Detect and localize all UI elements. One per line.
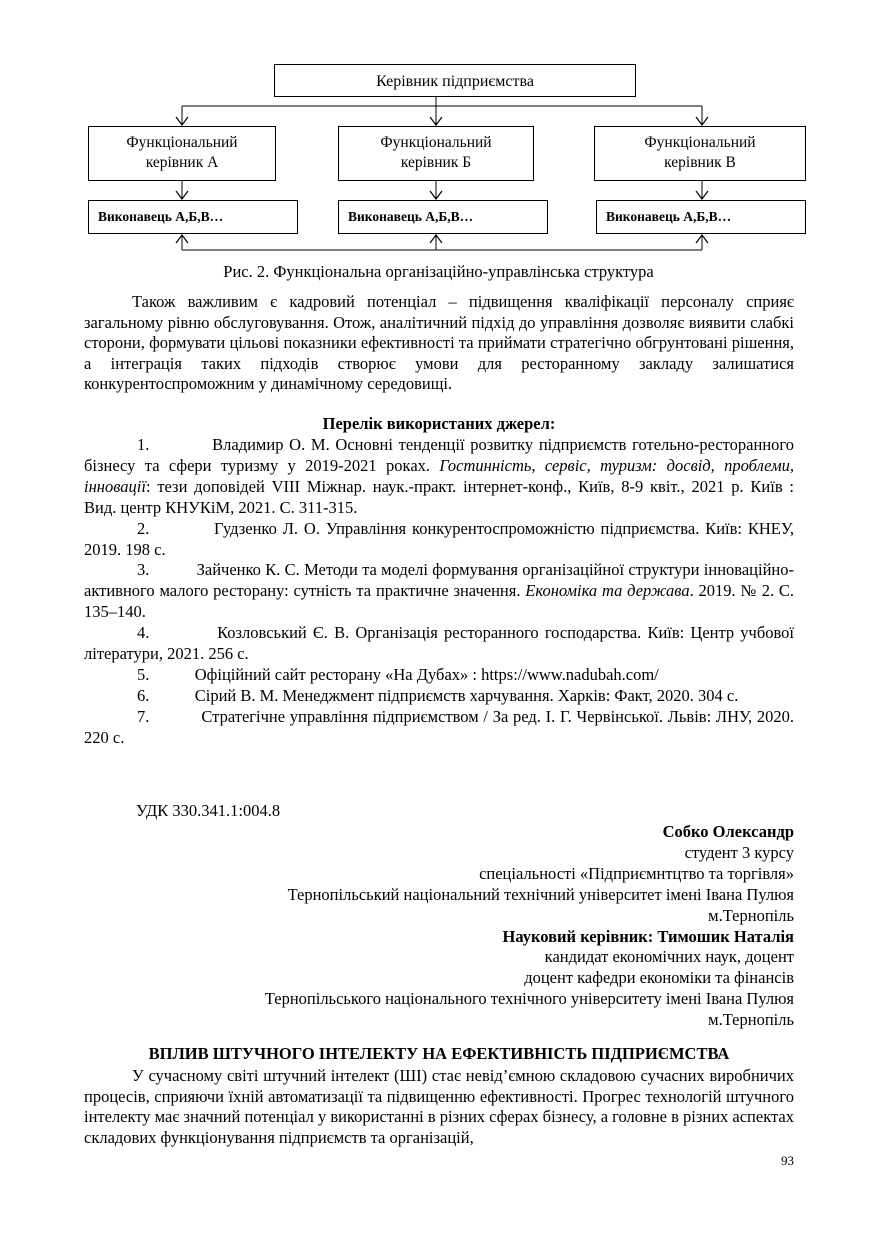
article-body [84, 1066, 794, 1148]
reference-item: 3. Зайченко К. С. Методи та моделі формування організаційної структури інноваційно-активного малого ресторану: сутність та практичне значення. Економіка та держава. 2019. № 2. С. 135–140. [84, 560, 795, 622]
functional-manager-b-line1: Функціональний [380, 134, 492, 151]
supervisor-line: м.Тернопіль [708, 1010, 794, 1030]
executor-box-3 [596, 200, 806, 234]
executor-label-3: Виконавець А,Б,В… [606, 209, 732, 224]
functional-manager-v-line1: Функціональний [644, 134, 756, 151]
supervisor-line: доцент кафедри економіки та фінансів [524, 968, 794, 988]
author-block [84, 822, 794, 1031]
executor-label-2: Виконавець А,Б,В… [348, 209, 474, 224]
reference-item: 5. Офіційний сайт ресторану «На Дубах» : https://www.nadubah.com/ [137, 664, 659, 684]
functional-manager-a-line2: керівник А [145, 154, 219, 171]
reference-item: 2. Гудзенко Л. О. Управління конкурентоспроможністю підприємства. Київ: КНЕУ, 2019. 198 с. [84, 518, 795, 559]
references-list [84, 435, 794, 749]
enterprise-head-box [274, 64, 636, 97]
page-number: 93 [781, 1153, 794, 1168]
supervisor-line: кандидат економічних наук, доцент [544, 947, 794, 967]
author-name: Собко Олександр [662, 822, 794, 841]
functional-manager-a-box [88, 126, 276, 181]
supervisor-name: Науковий керівник: Тимошик Наталія [502, 926, 794, 946]
functional-manager-b-box [338, 126, 534, 181]
functional-manager-v-line2: керівник В [664, 154, 736, 171]
functional-manager-a-line1: Функціональний [126, 134, 238, 151]
udk-code: УДК 330.341.1:004.8 [136, 801, 281, 820]
figure-caption: Рис. 2. Функціональна організаційно-управлінська структура [223, 262, 654, 281]
references-heading: Перелік використаних джерел: [322, 414, 556, 433]
reference-item: 4. Козловський Є. В. Організація ресторанного господарства. Київ: Центр учбової літератури, 2021. 256 с. [84, 623, 794, 664]
author-line: Тернопільський національний технічний університет імені Івана Пулюя [287, 884, 794, 904]
body-paragraph-1 [84, 292, 794, 395]
author-line: м.Тернопіль [708, 905, 794, 925]
article-title: ВПЛИВ ШТУЧНОГО ІНТЕЛЕКТУ НА ЕФЕКТИВНІСТЬ ПІДПРИЄМСТВА [148, 1044, 730, 1063]
executor-box-2 [338, 200, 548, 234]
article-paragraph: У сучасному світі штучний інтелект (ШІ) стає невід’ємною складовою сучасних виробничих процесів, сприяючи їхній автоматизації та підвищенню ефективності. Прогрес технологій штучного інтелекту має значний потенціал у використанні в різних сферах бізнесу, а головне в різних аспектах складових функціонування підприємств та організацій, [84, 1066, 794, 1147]
reference-item: 1. Владимир О. М. Основні тенденції розвитку підприємств готельно-ресторанного бізнесу та сфери туризму у 2019-2021 роках. Гостинність, сервіс, туризм: досвід, проблеми, інновації: тези доповідей VIII Міжнар. наук.-практ. інтернет-конф., Київ, 8-9 квіт., 2021 р. Київ : Вид. центр КНУКіМ, 2021. С. 311-315. [84, 435, 795, 517]
enterprise-head-label: Керівник підприємства [376, 73, 534, 90]
executor-label-1: Виконавець А,Б,В… [98, 209, 224, 224]
supervisor-line: Тернопільського національного технічного університету імені Івана Пулюя [264, 989, 794, 1009]
paragraph-text: Також важливим є кадровий потенціал – підвищення кваліфікації персоналу сприяє загальному рівню обслуговування. Отож, аналітичний підхід до управління дозволяє виявити слабкі сторони, формувати цільові показники ефективності та приймати стратегічно обгрунтовані рішення, а інтеграція таких підходів створює умови для ресторанному закладу залишатися конкурентоспроможним у динамічному середовищі. [84, 292, 794, 394]
author-line: студент 3 курсу [684, 842, 794, 862]
functional-manager-b-line2: керівник Б [400, 154, 472, 171]
executor-box-1 [88, 200, 298, 234]
author-line: спеціальності «Підприємнтцтво та торгівля» [479, 863, 794, 883]
functional-manager-v-box [594, 126, 806, 181]
reference-item: 6. Сірий В. М. Менеджмент підприємств харчування. Харків: Факт, 2020. 304 с. [137, 685, 739, 705]
reference-item: 7. Стратегічне управління підприємством / За ред. І. Г. Червінської. Львів: ЛНУ, 2020. 220 с. [84, 706, 794, 747]
